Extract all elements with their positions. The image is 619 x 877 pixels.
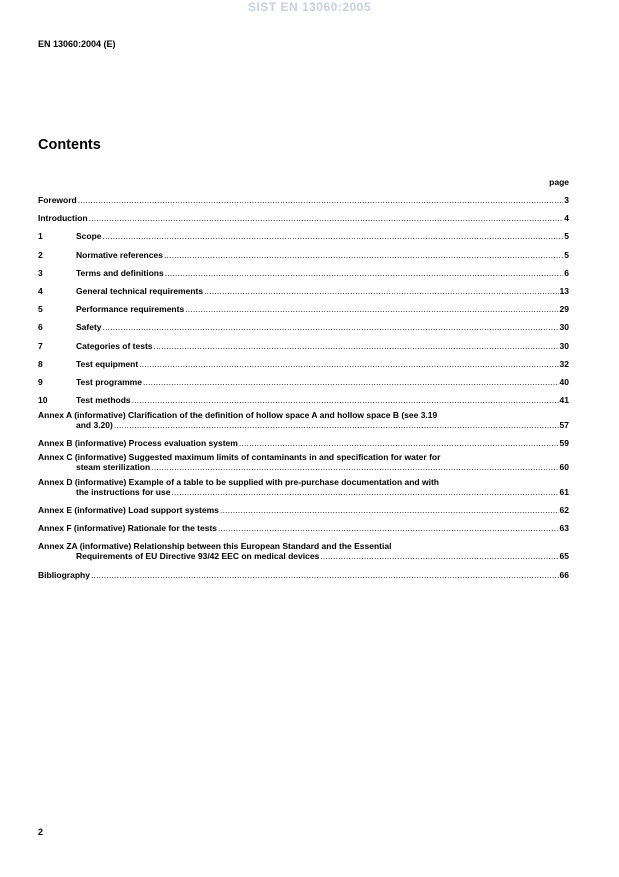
toc-title: Test equipment: [76, 358, 139, 369]
toc-title: Annex A (informative) Clarification of the definition of hollow space A and hollow space B (see 3.19: [38, 409, 438, 420]
toc-number: 2: [38, 249, 43, 260]
toc-page: 59: [559, 437, 569, 448]
toc-leader: [151, 462, 558, 472]
page-column-label: page: [549, 177, 569, 187]
toc-page: 41: [559, 395, 569, 406]
toc-number: 5: [38, 304, 43, 315]
toc-leader: [103, 231, 564, 241]
toc-title-continued: steam sterilization: [76, 462, 151, 473]
toc-leader: [143, 377, 559, 387]
toc-page: 61: [559, 486, 569, 497]
toc-title: Foreword: [38, 195, 77, 205]
toc-entry[interactable]: [38, 505, 569, 515]
toc-entry[interactable]: [38, 438, 569, 448]
toc-leader: [139, 359, 558, 369]
toc-page: 63: [559, 523, 569, 534]
toc-number: 10: [38, 395, 48, 406]
toc-page: 65: [559, 551, 569, 562]
toc-title: General technical requirements: [76, 285, 204, 296]
toc-entry[interactable]: [38, 341, 569, 351]
toc-entry[interactable]: [38, 195, 569, 205]
toc-entry[interactable]: [38, 523, 569, 533]
toc-leader: [220, 505, 559, 515]
toc-leader: [204, 286, 558, 296]
page-number: 2: [38, 827, 44, 837]
toc-entry[interactable]: [38, 268, 569, 278]
toc-page: 30: [559, 340, 569, 351]
toc-number: 4: [38, 285, 43, 296]
toc-leader: [218, 523, 559, 533]
toc-entry[interactable]: [38, 477, 569, 497]
toc-entry[interactable]: [38, 377, 569, 387]
toc-title: Introduction: [38, 213, 88, 224]
toc-page: 40: [559, 376, 569, 387]
toc-entry[interactable]: [38, 541, 569, 561]
toc-page: 13: [559, 285, 569, 296]
toc-leader: [89, 213, 564, 223]
toc-page: 3: [564, 195, 569, 205]
toc-entry[interactable]: [38, 286, 569, 296]
toc-entry[interactable]: [38, 304, 569, 314]
toc-entry[interactable]: [38, 452, 569, 472]
toc-entry[interactable]: [38, 395, 569, 405]
toc-leader: [239, 438, 559, 448]
toc-entry[interactable]: [38, 570, 569, 580]
document-id: EN 13060:2004 (E): [38, 39, 116, 49]
toc-leader: [114, 420, 559, 430]
toc-leader: [132, 395, 559, 405]
toc-entry[interactable]: [38, 250, 569, 260]
toc-entry[interactable]: [38, 231, 569, 241]
toc-title: Performance requirements: [76, 304, 185, 315]
toc-leader: [185, 304, 558, 314]
toc-leader: [164, 250, 563, 260]
toc-title-continued: and 3.20): [76, 419, 113, 430]
toc-number: 8: [38, 358, 43, 369]
toc-title: Annex B (informative) Process evaluation system: [38, 437, 238, 448]
toc-title: Annex C (informative) Suggested maximum limits of contaminants in and specification for water for: [38, 452, 441, 463]
toc-entry[interactable]: [38, 213, 569, 223]
toc-title: Categories of tests: [76, 340, 153, 351]
toc-number: 7: [38, 340, 43, 351]
toc-leader: [171, 487, 558, 497]
toc-page: 29: [559, 304, 569, 315]
toc-page: 5: [564, 249, 569, 260]
toc-number: 9: [38, 376, 43, 387]
toc-page: 4: [564, 213, 569, 224]
toc-title: Annex E (informative) Load support systems: [38, 504, 219, 515]
toc-page: 57: [559, 419, 569, 430]
toc-title: Bibliography: [38, 569, 90, 580]
toc-leader: [91, 570, 559, 580]
toc-leader: [165, 268, 564, 278]
toc-page: 6: [564, 267, 569, 278]
toc-page: 62: [559, 504, 569, 515]
toc-number: 3: [38, 267, 43, 278]
toc-title: Scope: [76, 231, 102, 242]
toc-page: 66: [559, 569, 569, 580]
toc-entry[interactable]: [38, 322, 569, 332]
toc-page: 5: [564, 231, 569, 242]
toc-title: Normative references: [76, 249, 163, 260]
toc-leader: [78, 195, 564, 205]
toc-title: Annex ZA (informative) Relationship between this European Standard and the Essential: [38, 541, 392, 552]
toc-page: 30: [559, 322, 569, 333]
watermark: SIST EN 13060:2005: [247, 0, 372, 14]
toc-number: 6: [38, 322, 43, 333]
toc-title: Safety: [76, 322, 102, 333]
toc-title-continued: Requirements of EU Directive 93/42 EEC on medical devices: [76, 551, 320, 562]
toc-title: Terms and definitions: [76, 267, 164, 278]
table-of-contents: [38, 195, 569, 580]
toc-title-continued: the instructions for use: [76, 486, 171, 497]
toc-number: 1: [38, 231, 43, 242]
toc-page: 32: [559, 358, 569, 369]
toc-title: Test programme: [76, 376, 142, 387]
toc-page: 60: [559, 462, 569, 473]
toc-title: Annex F (informative) Rationale for the tests: [38, 523, 217, 534]
toc-title: Annex D (informative) Example of a table to be supplied with pre-purchase documentation and with: [38, 476, 439, 487]
toc-leader: [154, 341, 559, 351]
toc-leader: [103, 322, 559, 332]
toc-title: Test methods: [76, 395, 131, 406]
toc-entry[interactable]: [38, 410, 569, 430]
toc-entry[interactable]: [38, 359, 569, 369]
toc-leader: [320, 551, 558, 561]
page-title: Contents: [38, 137, 101, 153]
